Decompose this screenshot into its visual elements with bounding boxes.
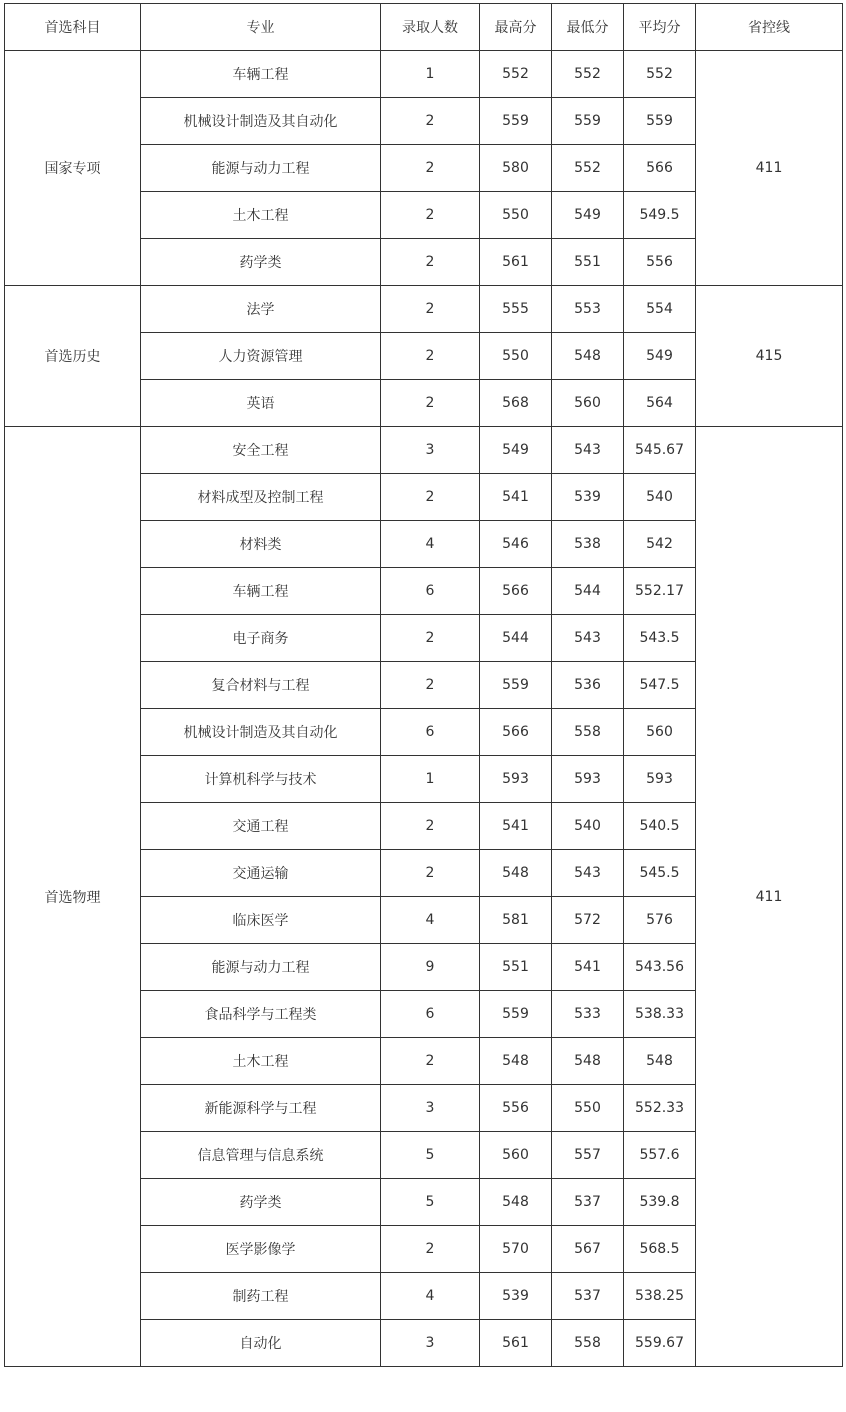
highest-score-cell: 581 (480, 897, 552, 944)
admitted-count-cell: 9 (381, 944, 480, 991)
lowest-score-cell: 551 (552, 239, 624, 286)
admitted-count-cell: 2 (381, 98, 480, 145)
major-cell: 法学 (141, 286, 381, 333)
highest-score-cell: 593 (480, 756, 552, 803)
highest-score-cell: 549 (480, 427, 552, 474)
highest-score-cell: 570 (480, 1226, 552, 1273)
major-cell: 机械设计制造及其自动化 (141, 709, 381, 756)
admitted-count-cell: 2 (381, 333, 480, 380)
lowest-score-cell: 541 (552, 944, 624, 991)
major-cell: 人力资源管理 (141, 333, 381, 380)
highest-score-cell: 548 (480, 1179, 552, 1226)
lowest-score-cell: 543 (552, 427, 624, 474)
major-cell: 复合材料与工程 (141, 662, 381, 709)
major-cell: 机械设计制造及其自动化 (141, 98, 381, 145)
average-score-cell: 560 (624, 709, 696, 756)
major-cell: 土木工程 (141, 1038, 381, 1085)
average-score-cell: 543.56 (624, 944, 696, 991)
highest-score-cell: 541 (480, 803, 552, 850)
highest-score-cell: 550 (480, 333, 552, 380)
lowest-score-cell: 553 (552, 286, 624, 333)
admitted-count-cell: 3 (381, 1320, 480, 1367)
average-score-cell: 554 (624, 286, 696, 333)
admitted-count-cell: 3 (381, 427, 480, 474)
admitted-count-cell: 4 (381, 1273, 480, 1320)
average-score-cell: 543.5 (624, 615, 696, 662)
average-score-cell: 547.5 (624, 662, 696, 709)
lowest-score-cell: 538 (552, 521, 624, 568)
major-cell: 交通运输 (141, 850, 381, 897)
lowest-score-cell: 572 (552, 897, 624, 944)
highest-score-cell: 548 (480, 850, 552, 897)
major-cell: 英语 (141, 380, 381, 427)
highest-score-cell: 566 (480, 568, 552, 615)
lowest-score-cell: 559 (552, 98, 624, 145)
major-cell: 车辆工程 (141, 51, 381, 98)
highest-score-cell: 559 (480, 991, 552, 1038)
admitted-count-cell: 2 (381, 1226, 480, 1273)
lowest-score-cell: 549 (552, 192, 624, 239)
highest-score-cell: 546 (480, 521, 552, 568)
admitted-count-cell: 2 (381, 286, 480, 333)
average-score-cell: 538.25 (624, 1273, 696, 1320)
admitted-count-cell: 5 (381, 1132, 480, 1179)
admitted-count-cell: 2 (381, 850, 480, 897)
major-cell: 食品科学与工程类 (141, 991, 381, 1038)
major-cell: 电子商务 (141, 615, 381, 662)
highest-score-cell: 559 (480, 98, 552, 145)
average-score-cell: 539.8 (624, 1179, 696, 1226)
admitted-count-cell: 2 (381, 474, 480, 521)
highest-score-cell: 541 (480, 474, 552, 521)
admitted-count-cell: 5 (381, 1179, 480, 1226)
highest-score-cell: 560 (480, 1132, 552, 1179)
control-line-cell: 411 (696, 427, 843, 1367)
average-score-cell: 566 (624, 145, 696, 192)
major-cell: 新能源科学与工程 (141, 1085, 381, 1132)
highest-score-cell: 544 (480, 615, 552, 662)
control-line-cell: 415 (696, 286, 843, 427)
lowest-score-cell: 533 (552, 991, 624, 1038)
admitted-count-cell: 4 (381, 521, 480, 568)
lowest-score-cell: 548 (552, 333, 624, 380)
admitted-count-cell: 6 (381, 568, 480, 615)
header-subject: 首选科目 (5, 4, 141, 51)
highest-score-cell: 566 (480, 709, 552, 756)
major-cell: 能源与动力工程 (141, 145, 381, 192)
lowest-score-cell: 536 (552, 662, 624, 709)
lowest-score-cell: 558 (552, 1320, 624, 1367)
major-cell: 安全工程 (141, 427, 381, 474)
subject-cell: 首选物理 (5, 427, 141, 1367)
table-row (5, 51, 843, 98)
highest-score-cell: 568 (480, 380, 552, 427)
average-score-cell: 564 (624, 380, 696, 427)
major-cell: 车辆工程 (141, 568, 381, 615)
average-score-cell: 545.5 (624, 850, 696, 897)
major-cell: 能源与动力工程 (141, 944, 381, 991)
average-score-cell: 545.67 (624, 427, 696, 474)
lowest-score-cell: 539 (552, 474, 624, 521)
header-major: 专业 (141, 4, 381, 51)
lowest-score-cell: 552 (552, 51, 624, 98)
average-score-cell: 540.5 (624, 803, 696, 850)
average-score-cell: 548 (624, 1038, 696, 1085)
average-score-cell: 559 (624, 98, 696, 145)
average-score-cell: 549.5 (624, 192, 696, 239)
highest-score-cell: 551 (480, 944, 552, 991)
admitted-count-cell: 2 (381, 662, 480, 709)
table-row (5, 427, 843, 474)
admitted-count-cell: 6 (381, 991, 480, 1038)
admitted-count-cell: 2 (381, 615, 480, 662)
major-cell: 材料成型及控制工程 (141, 474, 381, 521)
lowest-score-cell: 567 (552, 1226, 624, 1273)
major-cell: 土木工程 (141, 192, 381, 239)
header-highest-score: 最高分 (480, 4, 552, 51)
average-score-cell: 557.6 (624, 1132, 696, 1179)
highest-score-cell: 548 (480, 1038, 552, 1085)
average-score-cell: 576 (624, 897, 696, 944)
major-cell: 信息管理与信息系统 (141, 1132, 381, 1179)
average-score-cell: 556 (624, 239, 696, 286)
admitted-count-cell: 3 (381, 1085, 480, 1132)
admitted-count-cell: 6 (381, 709, 480, 756)
highest-score-cell: 550 (480, 192, 552, 239)
lowest-score-cell: 550 (552, 1085, 624, 1132)
average-score-cell: 552.33 (624, 1085, 696, 1132)
header-admitted-count: 录取人数 (381, 4, 480, 51)
lowest-score-cell: 558 (552, 709, 624, 756)
average-score-cell: 542 (624, 521, 696, 568)
admitted-count-cell: 4 (381, 897, 480, 944)
lowest-score-cell: 543 (552, 615, 624, 662)
average-score-cell: 549 (624, 333, 696, 380)
admitted-count-cell: 2 (381, 803, 480, 850)
header-row (5, 4, 843, 51)
subject-cell: 首选历史 (5, 286, 141, 427)
header-lowest-score: 最低分 (552, 4, 624, 51)
subject-cell: 国家专项 (5, 51, 141, 286)
average-score-cell: 552.17 (624, 568, 696, 615)
admitted-count-cell: 1 (381, 756, 480, 803)
average-score-cell: 540 (624, 474, 696, 521)
lowest-score-cell: 548 (552, 1038, 624, 1085)
highest-score-cell: 561 (480, 239, 552, 286)
highest-score-cell: 580 (480, 145, 552, 192)
admitted-count-cell: 2 (381, 1038, 480, 1085)
header-average-score: 平均分 (624, 4, 696, 51)
admitted-count-cell: 2 (381, 192, 480, 239)
highest-score-cell: 556 (480, 1085, 552, 1132)
lowest-score-cell: 543 (552, 850, 624, 897)
lowest-score-cell: 537 (552, 1273, 624, 1320)
major-cell: 自动化 (141, 1320, 381, 1367)
admitted-count-cell: 2 (381, 380, 480, 427)
lowest-score-cell: 552 (552, 145, 624, 192)
major-cell: 临床医学 (141, 897, 381, 944)
header-control-line: 省控线 (696, 4, 843, 51)
lowest-score-cell: 560 (552, 380, 624, 427)
average-score-cell: 552 (624, 51, 696, 98)
highest-score-cell: 555 (480, 286, 552, 333)
admitted-count-cell: 2 (381, 239, 480, 286)
table-body (5, 4, 843, 1367)
lowest-score-cell: 537 (552, 1179, 624, 1226)
major-cell: 交通工程 (141, 803, 381, 850)
average-score-cell: 538.33 (624, 991, 696, 1038)
admission-score-table (4, 3, 843, 1367)
lowest-score-cell: 544 (552, 568, 624, 615)
average-score-cell: 568.5 (624, 1226, 696, 1273)
admitted-count-cell: 2 (381, 145, 480, 192)
highest-score-cell: 552 (480, 51, 552, 98)
major-cell: 医学影像学 (141, 1226, 381, 1273)
average-score-cell: 593 (624, 756, 696, 803)
highest-score-cell: 539 (480, 1273, 552, 1320)
major-cell: 材料类 (141, 521, 381, 568)
table-row (5, 286, 843, 333)
average-score-cell: 559.67 (624, 1320, 696, 1367)
admitted-count-cell: 1 (381, 51, 480, 98)
major-cell: 计算机科学与技术 (141, 756, 381, 803)
control-line-cell: 411 (696, 51, 843, 286)
highest-score-cell: 559 (480, 662, 552, 709)
major-cell: 药学类 (141, 239, 381, 286)
lowest-score-cell: 593 (552, 756, 624, 803)
major-cell: 制药工程 (141, 1273, 381, 1320)
major-cell: 药学类 (141, 1179, 381, 1226)
highest-score-cell: 561 (480, 1320, 552, 1367)
lowest-score-cell: 557 (552, 1132, 624, 1179)
lowest-score-cell: 540 (552, 803, 624, 850)
